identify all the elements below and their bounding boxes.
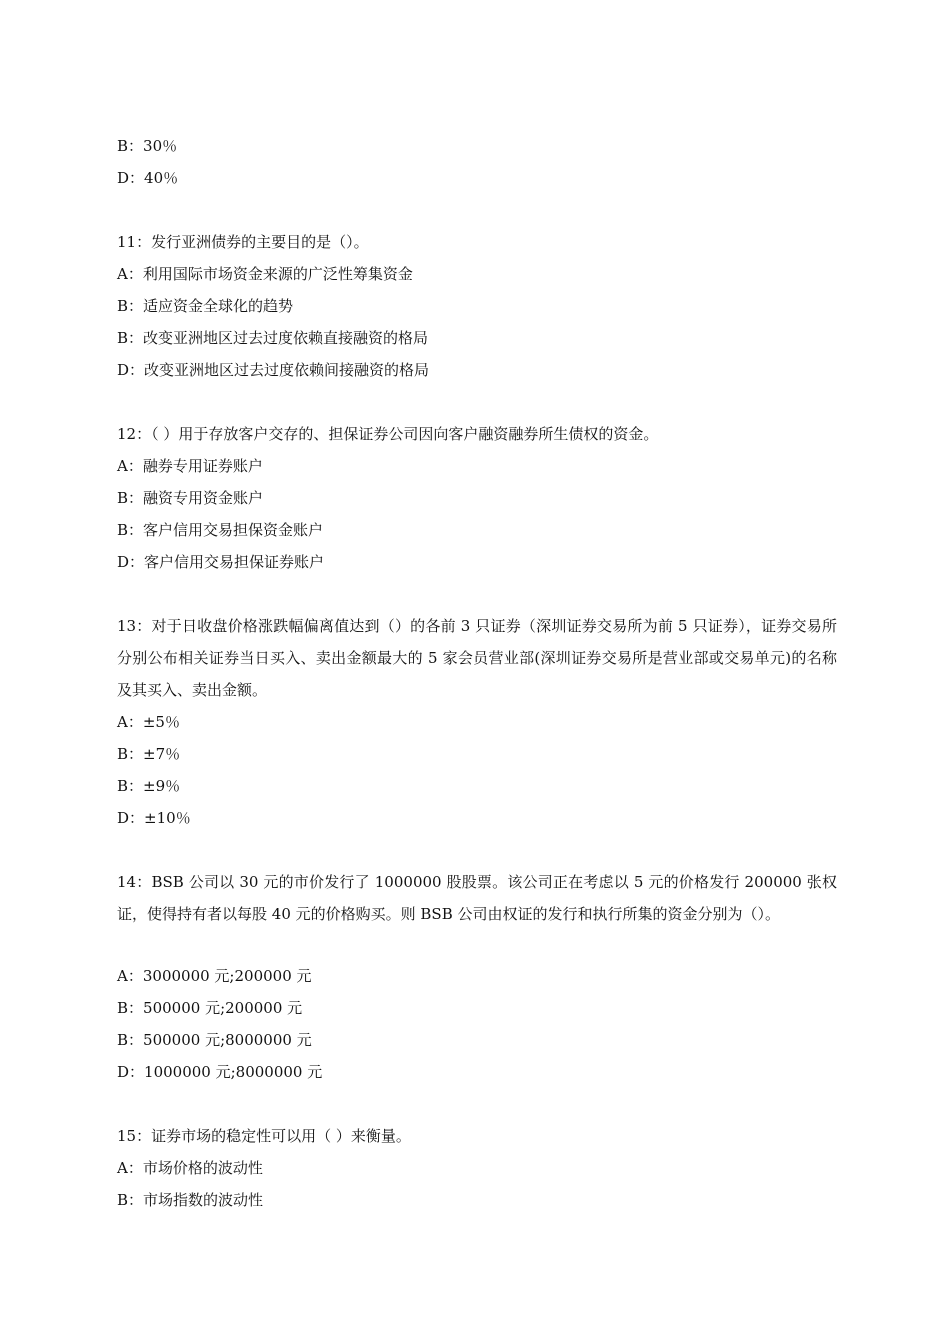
question-stem: 14：BSB 公司以 30 元的市价发行了 1000000 股股票。该公司正在考虑以 5 元的价格发行 200000 张权证，使得持有者以每股 40 元的价格购买。则 BSB 公司由权证的发行和执行所集的资金分别为（）。 [117,873,837,923]
question-stem: 11：发行亚洲债券的主要目的是（）。 [117,233,369,251]
option-line: B：客户信用交易担保资金账户 [117,521,324,539]
option-line: A：市场价格的波动性 [117,1159,263,1177]
option-line: B：30％ [117,137,178,155]
option-line: B：改变亚洲地区过去过度依赖直接融资的格局 [117,329,429,347]
option-line: D：客户信用交易担保证券账户 [117,553,325,571]
option-line: D：±10％ [117,809,191,827]
option-line: A：3000000 元;200000 元 [117,967,312,985]
option-line: D：1000000 元;8000000 元 [117,1063,323,1081]
option-line: B：500000 元;200000 元 [117,999,303,1017]
question-stem: 15：证券市场的稳定性可以用（ ）来衡量。 [117,1127,411,1145]
option-line: B：500000 元;8000000 元 [117,1031,312,1049]
option-line: D：改变亚洲地区过去过度依赖间接融资的格局 [117,361,430,379]
option-line: B：±9％ [117,777,181,795]
option-line: A：利用国际市场资金来源的广泛性筹集资金 [117,265,413,283]
option-line: B：适应资金全球化的趋势 [117,297,294,315]
option-line: B：市场指数的波动性 [117,1191,264,1209]
option-line: A：±5％ [117,713,180,731]
option-line: B：±7％ [117,745,181,763]
option-line: D：40％ [117,169,179,187]
question-stem: 12：（ ）用于存放客户交存的、担保证券公司因向客户融资融券所生债权的资金。 [117,425,659,443]
option-line: B：融资专用资金账户 [117,489,264,507]
option-line: A：融券专用证券账户 [117,457,263,475]
question-stem: 13：对于日收盘价格涨跌幅偏离值达到（）的各前 3 只证券（深圳证券交易所为前 5 只证券），证券交易所分别公布相关证券当日买入、卖出金额最大的 5 家会员营业部(深圳证券交易所是营业部或交易单元)的名称及其买入、卖出金额。 [117,617,837,699]
